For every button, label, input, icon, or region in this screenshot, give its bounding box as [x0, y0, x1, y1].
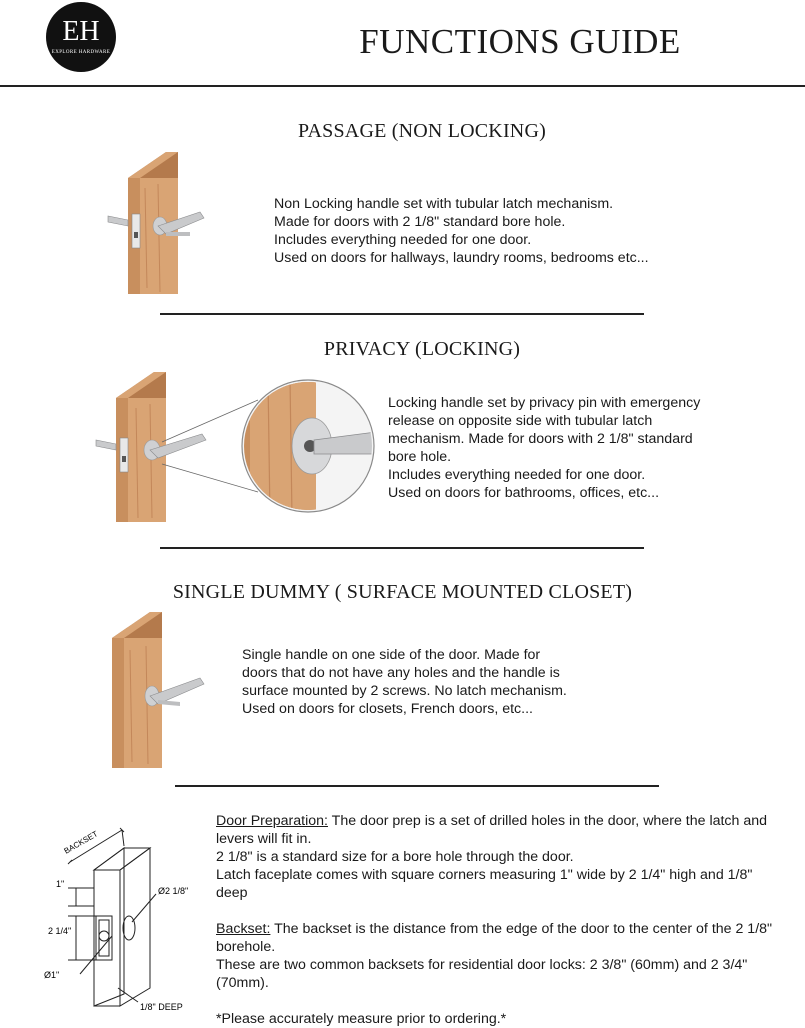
section-title-dummy: SINGLE DUMMY ( SURFACE MOUNTED CLOSET)	[172, 581, 633, 603]
section-desc-passage	[274, 195, 649, 267]
desc-line: Locking handle set by privacy pin with emergency	[388, 395, 701, 411]
desc-line: Used on doors for closets, French doors, etc...	[242, 701, 533, 717]
section-title-passage: PASSAGE (NON LOCKING)	[298, 120, 546, 142]
desc-line: mechanism. Made for doors with 2 1/8" standard	[388, 431, 693, 447]
label-backset: BACKSET	[62, 829, 100, 856]
desc-line: Non Locking handle set with tubular latch mechanism.	[274, 196, 614, 212]
prep-paragraph	[216, 812, 776, 848]
spacer	[216, 992, 776, 1010]
logo-subtitle: EXPLORE HARDWARE	[51, 50, 111, 55]
section-desc-privacy	[388, 394, 700, 502]
prep-intro: The door prep is a set of drilled holes in the door, where the latch and levers will fit in.	[216, 813, 768, 847]
desc-line: Used on doors for bathrooms, offices, etc...	[388, 485, 660, 501]
prep-line: Latch faceplate comes with square corners measuring 1" wide by 2 1/4" high and 1/8" deep	[216, 867, 753, 901]
section-desc-dummy	[242, 646, 567, 718]
section-divider	[160, 547, 644, 549]
backset-intro: The backset is the distance from the edge of the door to the center of the 2 1/8" borehole.	[216, 921, 773, 955]
label-bore: Ø2 1/8"	[158, 886, 189, 896]
desc-line: bore hole.	[388, 449, 452, 465]
desc-line: Made for doors with 2 1/8" standard bore hole.	[274, 214, 566, 230]
door-prep-diagram	[28, 806, 214, 1016]
desc-line: Includes everything needed for one door.	[274, 232, 532, 248]
section-divider	[160, 313, 644, 315]
desc-line: doors that do not have any holes and the handle is	[242, 665, 560, 681]
desc-line: surface mounted by 2 screws. No latch mechanism.	[242, 683, 567, 699]
label-one-inch: 1"	[56, 879, 65, 889]
section-divider	[175, 785, 659, 787]
prep-heading: Door Preparation:	[216, 813, 328, 829]
spacer	[216, 902, 776, 920]
brand-logo	[46, 2, 116, 72]
section-title-privacy: PRIVACY (LOCKING)	[323, 338, 521, 360]
page-title: FUNCTIONS GUIDE	[359, 22, 681, 61]
backset-paragraph	[216, 920, 776, 956]
prep-line: 2 1/8" is a standard size for a bore hole through the door.	[216, 849, 574, 865]
passage-handle-illustration	[100, 148, 220, 298]
door-prep-text	[216, 812, 776, 1028]
desc-line: Used on doors for hallways, laundry rooms, bedrooms etc...	[274, 250, 649, 266]
backset-line: These are two common backsets for residential door locks: 2 3/8" (60mm) and 2 3/4" (70mm).	[216, 957, 748, 991]
header-divider	[0, 85, 805, 87]
desc-line: Includes everything needed for one door.	[388, 467, 646, 483]
label-two-quarter: 2 1/4"	[48, 926, 72, 936]
privacy-handle-illustration	[90, 368, 380, 528]
logo-mark: EH	[62, 16, 100, 47]
order-note: *Please accurately measure prior to ordering.*	[216, 1011, 507, 1027]
dummy-handle-illustration	[100, 610, 220, 770]
label-deep: 1/8" DEEP	[140, 1002, 183, 1012]
backset-heading: Backset:	[216, 921, 271, 937]
label-dia-one: Ø1"	[44, 970, 60, 980]
desc-line: Single handle on one side of the door. Made for	[242, 647, 541, 663]
desc-line: release on opposite side with tubular latch	[388, 413, 653, 429]
